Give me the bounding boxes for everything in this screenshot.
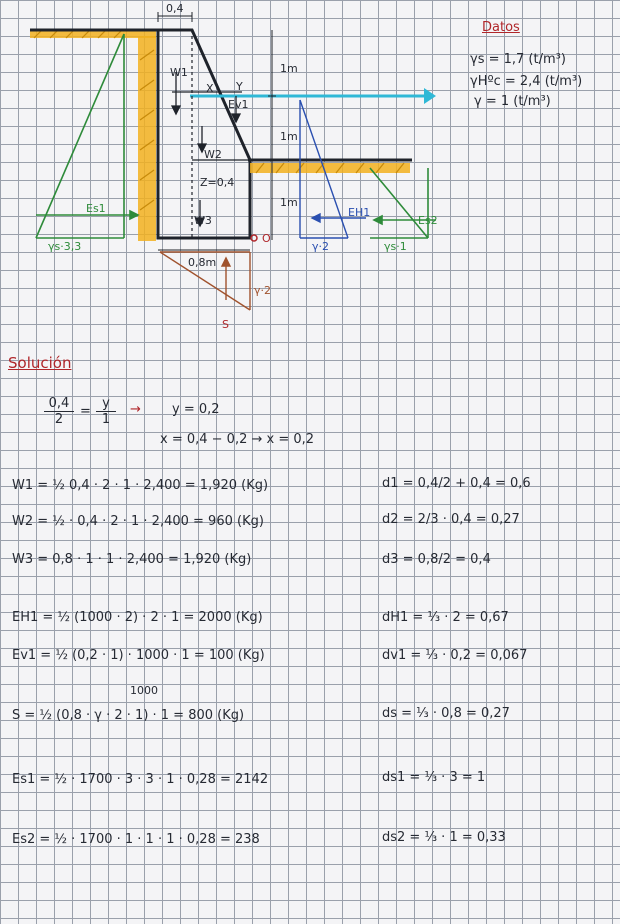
proportion-fraction-left [44,396,74,427]
label-o: O [262,232,271,245]
dim-bottom-width: 0,8m [188,256,217,269]
label-w3: W3 [194,214,212,227]
label-es2: Es2 [418,214,438,227]
base-uplift: γ·2 [254,284,272,297]
prop-left-den: 2 [54,412,64,427]
dimension-lines [158,12,276,250]
eq-ev1: Ev1 = ½ (0,2 · 1) · 1000 · 1 = 100 (Kg) [12,648,265,663]
eq-des2: ds2 = ⅓ · 1 = 0,33 [382,830,506,845]
eq-s: S = ½ (0,8 · γ · 2 · 1) · 1 = 800 (Kg) [12,708,245,723]
label-es1: Es1 [86,202,106,215]
prop-left-num: 0,4 [44,396,74,412]
datos-title: Datos [482,20,520,35]
eq-des1: ds1 = ⅓ · 3 = 1 [382,770,486,785]
datos-line-2: γHºc = 2,4 (t/m³) [470,74,583,89]
eq-d1: d1 = 0,4/2 + 0,4 = 0,6 [382,476,531,491]
base-es2: γs·1 [384,240,407,253]
eq-eh1: EH1 = ½ (1000 · 2) · 2 · 1 = 2000 (Kg) [12,610,263,625]
label-s: S [222,318,229,331]
eq-w3: W3 = 0,8 · 1 · 1 · 2,400 = 1,920 (Kg) [12,552,252,567]
equals-sign: = [80,404,91,419]
prop-right-num: y [96,396,116,412]
solution-title: Solución [8,354,72,372]
wall-outline [158,30,250,238]
prop-right-den: 1 [101,412,111,427]
soil-pressure-right [370,168,436,238]
eq-d2: d2 = 2/3 · 0,4 = 0,27 [382,512,520,527]
eq-es1: Es1 = ½ · 1700 · 3 · 3 · 1 · 0,28 = 2142 [12,772,269,787]
dim-height-3: 1m [280,196,298,209]
prop-result: y = 0,2 [172,402,220,417]
eq-w1: W1 = ½ 0,4 · 2 · 1 · 2,400 = 1,920 (Kg) [12,478,269,493]
datos-line-1: γs = 1,7 (t/m³) [470,52,566,67]
water-level-marker-icon [424,88,436,104]
base-water: γ·2 [312,240,330,253]
datos-line-3: γ = 1 (t/m³) [474,94,551,109]
label-eh1: EH1 [348,206,371,219]
dim-height-2: 1m [280,130,298,143]
dim-top-width: 0,4 [166,2,184,15]
s-note: 1000 [130,684,158,697]
base-es1: γs·3,3 [48,240,82,253]
eq-dv1: dv1 = ⅓ · 0,2 = 0,067 [382,648,528,663]
dim-height-1: 1m [280,62,298,75]
eq-d3: d3 = 0,8/2 = 0,4 [382,552,491,567]
eq-w2: W2 = ½ · 0,4 · 2 · 1 · 2,400 = 960 (Kg) [12,514,264,529]
eq-dh1: dH1 = ⅓ · 2 = 0,67 [382,610,509,625]
label-x: X [206,82,214,95]
eq-es2: Es2 = ½ · 1700 · 1 · 1 · 1 · 0,28 = 238 [12,832,260,847]
arrow-icon: → [130,402,141,417]
label-z: Z=0,4 [200,176,235,189]
proportion-fraction-right [96,396,116,427]
x-line: x = 0,4 − 0,2 → x = 0,2 [160,432,315,447]
eq-ds: ds = ⅓ · 0,8 = 0,27 [382,706,510,721]
pivot-point-o-icon [251,235,257,241]
soil-hatch-right [250,163,410,173]
label-ev: Ev1 [228,98,249,111]
label-w1: W1 [170,66,188,79]
label-w2: W2 [204,148,222,161]
label-y: Y [236,80,243,93]
